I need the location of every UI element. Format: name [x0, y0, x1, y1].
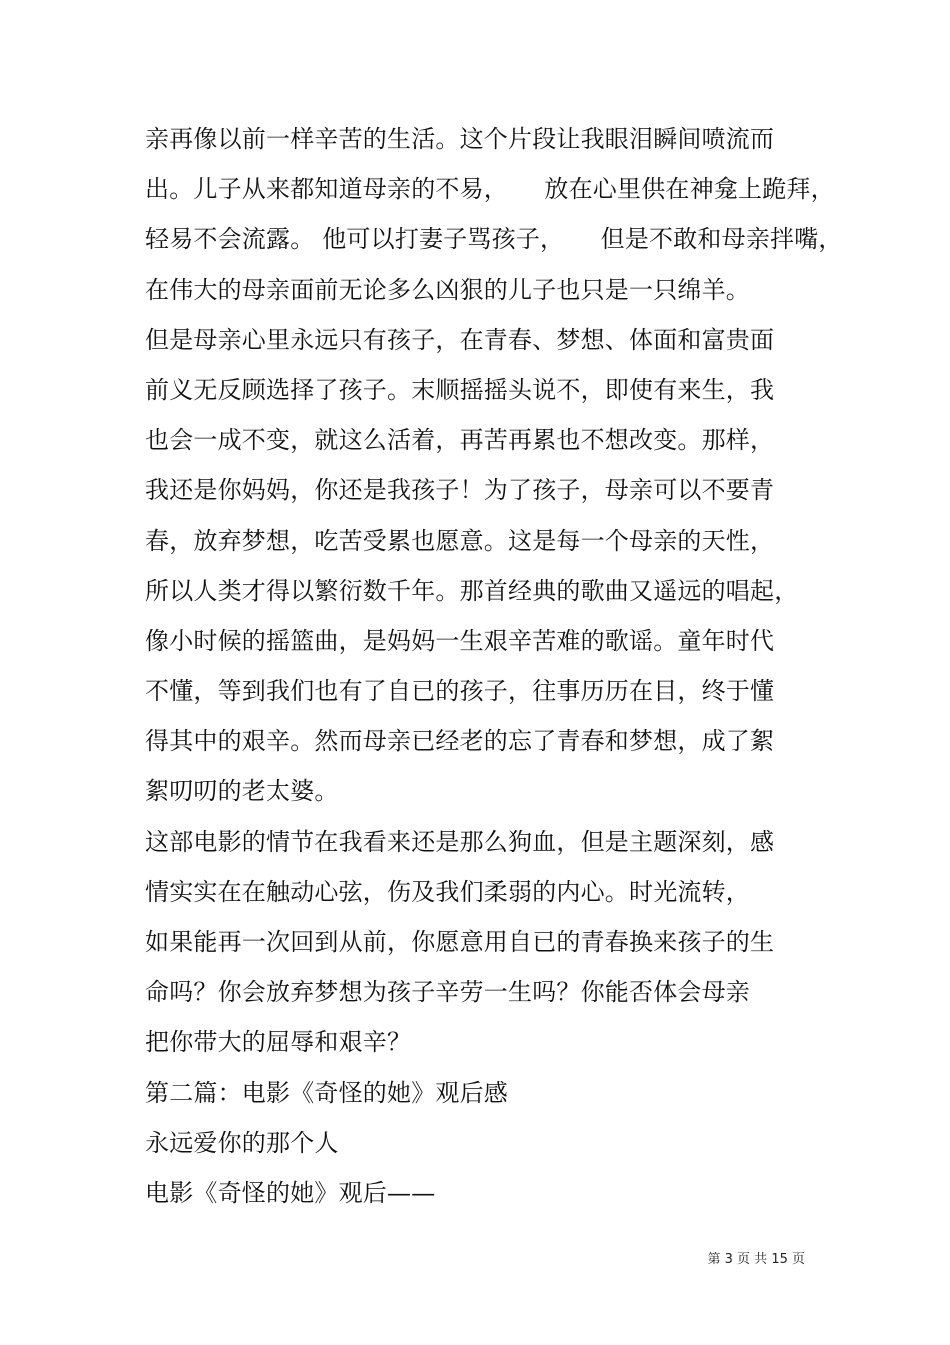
text-line: 情实实在在触动心弦，伤及我们柔弱的内心。时光流转，	[145, 877, 750, 906]
text-line: 出。儿子从来都知道母亲的不易， 放在心里供在神龛上跪拜，	[145, 175, 835, 204]
text-line: 如果能再一次回到从前，你愿意用自已的青春换来孩子的生	[145, 928, 775, 956]
text-line: 永远爱你的那个人	[145, 1128, 339, 1157]
text-line: 电影《奇怪的她》观后——	[145, 1178, 436, 1207]
text-line: 得其中的艰辛。然而母亲已经老的忘了青春和梦想，成了絮	[145, 727, 775, 756]
text-line: 也会一成不变，就这么活着，再苦再累也不想改变。那样，	[145, 426, 775, 455]
text-line: 轻易不会流露。 他可以打妻子骂孩子， 但是不敢和母亲拌嘴，	[145, 225, 843, 254]
text-line: 命吗？你会放弃梦想为孩子辛劳一生吗？你能否体会母亲	[145, 978, 750, 1007]
text-line: 絮叨叨的老太婆。	[145, 777, 339, 806]
text-line: 前义无反顾选择了孩子。末顺摇摇头说不，即使有来生，我	[145, 375, 775, 404]
text-line: 亲再像以前一样辛苦的生活。这个片段让我眼泪瞬间喷流而	[145, 125, 775, 153]
text-line: 所以人类才得以繁衍数千年。那首经典的歌曲又遥远的唱起，	[145, 576, 799, 605]
text-line: 春，放弃梦想，吃苦受累也愿意。这是每一个母亲的天性，	[145, 526, 775, 555]
text-line: 把你带大的屈辱和艰辛？	[145, 1028, 412, 1057]
text-line: 但是母亲心里永远只有孩子，在青春、梦想、体面和富贵面	[145, 325, 775, 354]
section-heading: 第二篇：电影《奇怪的她》观后感	[145, 1078, 508, 1107]
text-line: 我还是你妈妈，你还是我孩子！为了孩子，母亲可以不要青	[145, 476, 775, 505]
document-body	[145, 120, 865, 1224]
page-number-footer: 第 3 页 共 15 页	[707, 1252, 805, 1267]
text-line: 这部电影的情节在我看来还是那么狗血，但是主题深刻，感	[145, 827, 775, 856]
text-line: 像小时候的摇篮曲，是妈妈一生艰辛苦难的歌谣。童年时代	[145, 626, 775, 655]
text-line: 不懂，等到我们也有了自已的孩子，往事历历在目，终于懂	[145, 677, 775, 706]
text-line: 在伟大的母亲面前无论多么凶狠的儿子也只是一只绵羊。	[145, 275, 750, 304]
